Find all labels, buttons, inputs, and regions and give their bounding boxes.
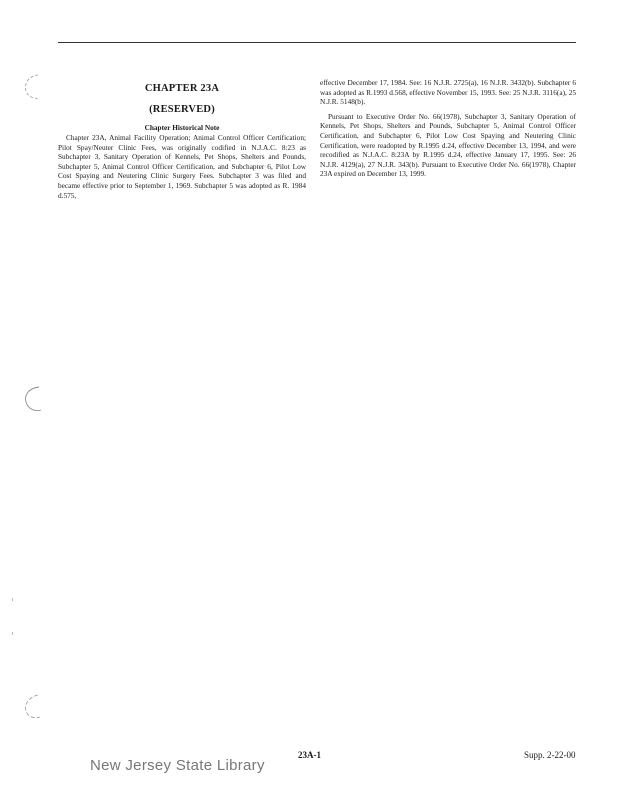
left-column bbox=[58, 78, 306, 200]
executive-order-paragraph: Pursuant to Executive Order No. 66(1978), Subchapter 3, Sanitary Operation of Kennels, Pet Shops, Shelters and Pounds, Subchapter 5, Animal Control Officer Certification, and Subchapter 6, Pilot Low Cost Spaying and Neutering Clinic Certification, were readopted by R.1995 d.24, effective December 13, 1994, and were recodified as N.J.A.C. 8:23A by R.1995 d.24, effective January 17, 1995. See: 26 N.J.R. 4129(a), 27 N.J.R. 343(b). Pursuant to Executive Order No. 66(1978), Chapter 23A expired on December 13, 1999. bbox=[320, 111, 576, 179]
right-column bbox=[320, 78, 576, 179]
scan-speck bbox=[12, 598, 13, 601]
library-stamp: New Jersey State Library bbox=[90, 757, 265, 774]
chapter-title: CHAPTER 23A bbox=[144, 83, 220, 94]
punch-hole-mark-top bbox=[22, 72, 48, 102]
page-number: 23A-1 bbox=[298, 750, 321, 760]
supplement-date: Supp. 2-22-00 bbox=[524, 750, 576, 760]
historical-note-continuation: effective December 17, 1984. See: 16 N.J.R. 2725(a), 16 N.J.R. 3432(b). Subchapter 6 was adopted as R.1993 d.568, effective November 15, 1993. See: 25 N.J.R. 3116(a), 25 N.J.R. 5148(b). bbox=[320, 78, 576, 107]
punch-hole-mark-bottom bbox=[22, 692, 48, 722]
chapter-status: (RESERVED) bbox=[149, 104, 215, 115]
punch-hole-mark-middle bbox=[22, 384, 48, 414]
historical-note-heading: Chapter Historical Note bbox=[144, 123, 220, 132]
scan-speck bbox=[12, 632, 13, 635]
historical-note-paragraph: Chapter 23A, Animal Facility Operation; Animal Control Officer Certification; Pilot Spay/Neuter Clinic Fees, was originally codified in N.J.A.C. 8:23 as Subchapter 3, Sanitary Operation of Kennels, Pet Shops, Shelters and Pounds, Subchapter 5, Animal Control Officer Certification, and Subchapter 6, Pilot Low Cost Spaying and Neutering Clinic Surgery Fees. Subchapter 3 was filed and became effective prior to September 1, 1969. Subchapter 5 was adopted as R. 1984 d.575, bbox=[58, 133, 306, 200]
header-rule bbox=[58, 42, 576, 43]
